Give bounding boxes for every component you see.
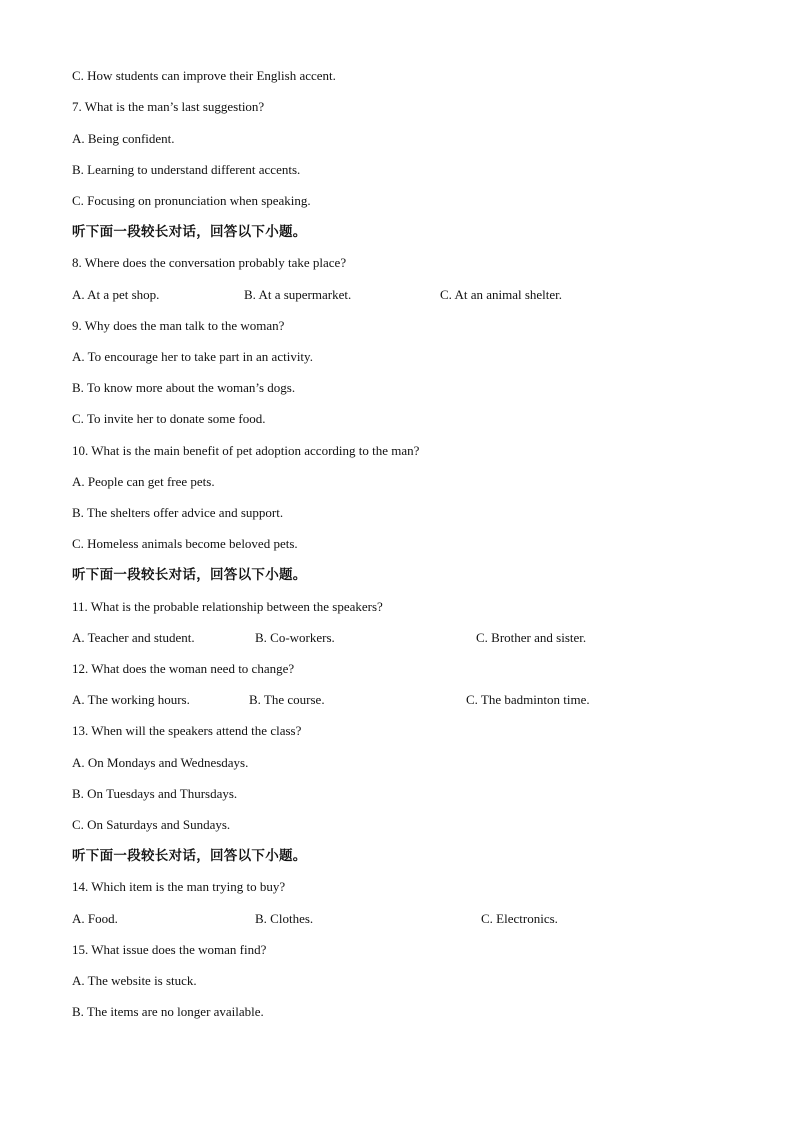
option-8b: B. At a supermarket. [244, 287, 352, 302]
option-11c: C. Brother and sister. [476, 630, 587, 645]
section-instruction: 听下面一段较长对话，回答以下小题。 [72, 567, 307, 583]
option-8a: A. At a pet shop. [72, 287, 160, 302]
option-11b: B. Co-workers. [255, 630, 335, 645]
question-13: 13. When will the speakers attend the class? [72, 723, 302, 738]
option-9b: B. To know more about the woman’s dogs. [72, 380, 296, 395]
section-instruction: 听下面一段较长对话，回答以下小题。 [72, 224, 307, 240]
option-14a: A. Food. [72, 911, 118, 926]
question-15: 15. What issue does the woman find? [72, 942, 267, 957]
option-7c: C. Focusing on pronunciation when speaking. [72, 193, 311, 208]
option-13a: A. On Mondays and Wednesdays. [72, 755, 249, 770]
option-12a: A. The working hours. [72, 692, 190, 707]
option-6c: C. How students can improve their English accent. [72, 68, 336, 83]
option-9c: C. To invite her to donate some food. [72, 411, 266, 426]
option-15b: B. The items are no longer available. [72, 1004, 264, 1019]
option-10c: C. Homeless animals become beloved pets. [72, 536, 298, 551]
option-12c: C. The badminton time. [466, 692, 590, 707]
option-7b: B. Learning to understand different accents. [72, 162, 301, 177]
option-13b: B. On Tuesdays and Thursdays. [72, 786, 238, 801]
option-8c: C. At an animal shelter. [440, 287, 563, 302]
option-12b: B. The course. [249, 692, 325, 707]
question-9: 9. Why does the man talk to the woman? [72, 318, 285, 333]
option-10a: A. People can get free pets. [72, 474, 215, 489]
option-7a: A. Being confident. [72, 131, 175, 146]
question-7: 7. What is the man’s last suggestion? [72, 99, 265, 114]
question-8: 8. Where does the conversation probably take place? [72, 255, 347, 270]
option-14b: B. Clothes. [255, 911, 314, 926]
option-9a: A. To encourage her to take part in an activity. [72, 349, 313, 364]
option-15a: A. The website is stuck. [72, 973, 197, 988]
question-11: 11. What is the probable relationship between the speakers? [72, 599, 383, 614]
section-instruction: 听下面一段较长对话，回答以下小题。 [72, 848, 307, 864]
question-14: 14. Which item is the man trying to buy? [72, 879, 286, 894]
question-10: 10. What is the main benefit of pet adoption according to the man? [72, 443, 420, 458]
option-11a: A. Teacher and student. [72, 630, 195, 645]
option-10b: B. The shelters offer advice and support. [72, 505, 284, 520]
option-14c: C. Electronics. [481, 911, 558, 926]
question-12: 12. What does the woman need to change? [72, 661, 295, 676]
option-13c: C. On Saturdays and Sundays. [72, 817, 231, 832]
